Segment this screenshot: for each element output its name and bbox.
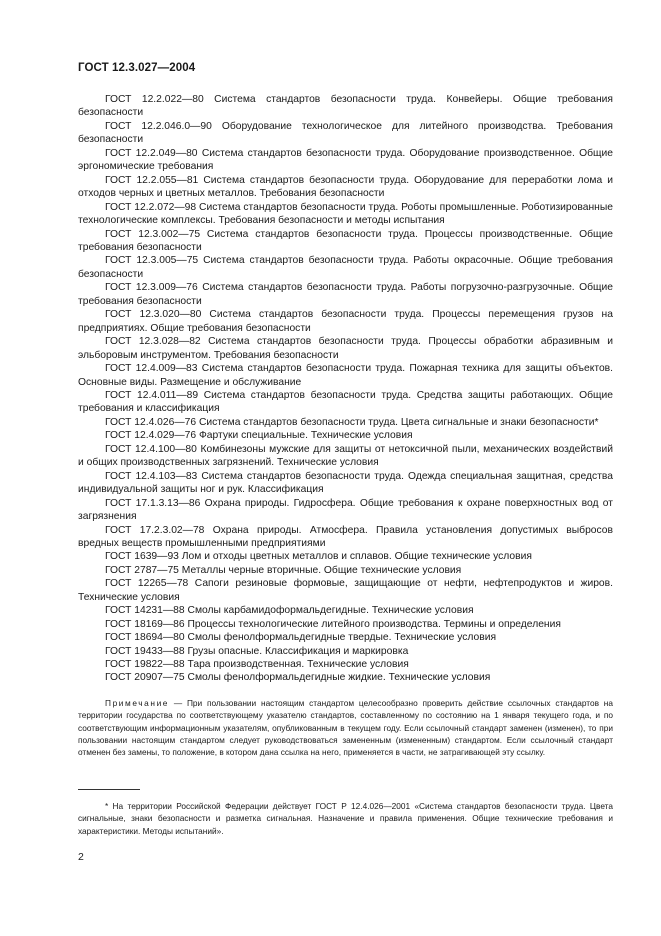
- note-text: — При пользовании настоящим стандартом целесообразно проверить действие ссылочных стандартов на территории государства по соответствующему указателю стандартов, составленному по состоянию на 1 января текущего года, и по соответствующим информационным указателям, опубликованным в текущем году. Если ссылочный стандарт заменен (изменен), то при пользовании настоящим стандартом следует руководствоваться замененным (измененным) стандартом. Если ссылочный стандарт отменен без замены, то положение, в котором дана ссылка на него, применяется в части, не затрагивающей эту ссылку.: [78, 698, 613, 758]
- reference-item: [78, 174, 613, 201]
- reference-code: ГОСТ 12.4.009—83: [105, 363, 198, 375]
- reference-item: [78, 416, 613, 429]
- reference-code: ГОСТ 12.3.002—75: [105, 228, 201, 240]
- reference-item: [78, 281, 613, 308]
- reference-item: [78, 228, 613, 255]
- reference-code: ГОСТ 12265—78: [105, 578, 189, 590]
- reference-code: ГОСТ 2787—75: [105, 564, 179, 576]
- reference-item: [78, 658, 613, 671]
- reference-item: [78, 497, 613, 524]
- reference-title: Комбинезоны мужские для защиты от нетоксичной пыли, механических воздействий и общих производственных загрязнений. Технические условия: [78, 443, 613, 469]
- reference-item: [78, 524, 613, 551]
- reference-code: ГОСТ 12.2.049—80: [105, 147, 198, 159]
- reference-item: [78, 335, 613, 362]
- reference-item: [78, 93, 613, 120]
- reference-title: Система стандартов безопасности труда. Конвейеры. Общие требования безопасности: [78, 94, 613, 119]
- footnote: [78, 800, 613, 837]
- reference-item: [78, 618, 613, 631]
- reference-code: ГОСТ 14231—88: [105, 605, 185, 617]
- reference-code: ГОСТ 1639—93: [105, 551, 179, 563]
- reference-title: Процессы технологические литейного производства. Термины и определения: [187, 618, 561, 630]
- reference-title: Охрана природы. Гидросфера. Общие требования к охране поверхностных вод от загрязнения: [78, 497, 613, 523]
- reference-code: ГОСТ 19822—88: [105, 659, 185, 671]
- reference-item: [78, 362, 613, 389]
- reference-item: [78, 443, 613, 470]
- reference-code: ГОСТ 12.3.028—82: [105, 336, 201, 348]
- reference-item: [78, 645, 613, 658]
- reference-item: [78, 671, 613, 684]
- reference-code: ГОСТ 12.4.029—76: [105, 430, 197, 442]
- reference-title: Система стандартов безопасности труда. Средства защиты работающих. Общие требования и классификация: [78, 389, 613, 415]
- reference-code: ГОСТ 18694—80: [105, 632, 185, 644]
- reference-item: [78, 577, 613, 604]
- reference-title: Смолы карбамидоформальдегидные. Технические условия: [187, 605, 474, 617]
- reference-code: ГОСТ 12.2.022—80: [105, 94, 204, 105]
- reference-title: Система стандартов безопасности труда. Процессы производственные. Общие требования безопасности: [78, 228, 613, 253]
- reference-item: [78, 120, 613, 147]
- reference-code: ГОСТ 20907—75: [105, 672, 185, 684]
- reference-code: ГОСТ 12.2.072—98: [105, 201, 197, 213]
- reference-code: ГОСТ 12.3.005—75: [105, 255, 199, 267]
- reference-title: Лом и отходы цветных металлов и сплавов. Общие технические условия: [181, 551, 532, 563]
- footnote-separator: [78, 789, 140, 790]
- reference-title: Система стандартов безопасности труда. Пожарная техника для защиты объектов. Основные виды. Размещение и обслуживание: [78, 363, 613, 388]
- reference-title: Смолы фенолформальдегидные твердые. Технические условия: [187, 632, 497, 644]
- document-header: ГОСТ 12.3.027—2004: [78, 62, 196, 74]
- note-block: [78, 697, 613, 758]
- reference-item: [78, 604, 613, 617]
- reference-item: [78, 147, 613, 174]
- reference-code: ГОСТ 18169—86: [105, 618, 185, 630]
- reference-title: Грузы опасные. Классификация и маркировка: [187, 645, 409, 657]
- reference-title: Система стандартов безопасности труда. Работы окрасочные. Общие требования безопасности: [78, 255, 613, 280]
- reference-title: Система стандартов безопасности труда. Цвета сигнальные и знаки безопасности*: [198, 416, 599, 428]
- reference-item: [78, 631, 613, 644]
- reference-item: [78, 201, 613, 228]
- reference-item: [78, 254, 613, 281]
- reference-title: Система стандартов безопасности труда. Процессы обработки абразивным и эльборовым инструментом. Требования безопасности: [78, 336, 613, 361]
- reference-title: Система стандартов безопасности труда. Роботы промышленные. Роботизированные технологические комплексы. Требования безопасности и методы испытания: [78, 201, 613, 227]
- reference-code: ГОСТ 12.4.011—89: [105, 389, 199, 401]
- normative-references-list: [78, 93, 613, 685]
- reference-title: Система стандартов безопасности труда. Оборудование производственное. Общие эргономические требования: [78, 147, 613, 173]
- reference-code: ГОСТ 12.2.046.0—90: [105, 120, 212, 132]
- reference-item: [78, 550, 613, 563]
- reference-title: Смолы фенолформальдегидные жидкие. Технические условия: [187, 672, 491, 684]
- reference-code: ГОСТ 17.2.3.02—78: [105, 524, 205, 536]
- reference-item: [78, 308, 613, 335]
- reference-title: Фартуки специальные. Технические условия: [198, 430, 413, 442]
- reference-code: ГОСТ 12.3.009—76: [105, 282, 198, 294]
- reference-code: ГОСТ 12.4.100—80: [105, 443, 197, 455]
- page-number: 2: [78, 851, 84, 863]
- reference-title: Оборудование технологическое для литейного производства. Требования безопасности: [78, 120, 613, 146]
- reference-item: [78, 564, 613, 577]
- reference-code: ГОСТ 12.4.026—76: [105, 416, 197, 428]
- reference-code: ГОСТ 19433—88: [105, 645, 185, 657]
- reference-title: Система стандартов безопасности труда. Оборудование для переработки лома и отходов черных и цветных металлов. Требования безопасности: [78, 174, 613, 200]
- reference-code: ГОСТ 17.1.3.13—86: [105, 497, 201, 509]
- reference-title: Металлы черные вторичные. Общие технические условия: [181, 564, 462, 576]
- reference-item: [78, 470, 613, 497]
- reference-title: Тара производственная. Технические условия: [187, 659, 409, 671]
- reference-item: [78, 389, 613, 416]
- reference-title: Система стандартов безопасности труда. Работы погрузочно-разгрузочные. Общие требования безопасности: [78, 282, 613, 307]
- reference-title: Система стандартов безопасности труда. Одежда специальная защитная, средства индивидуальной защиты ног и рук. Классификация: [78, 470, 613, 496]
- reference-code: ГОСТ 12.2.055—81: [105, 174, 199, 186]
- reference-code: ГОСТ 12.4.103—83: [105, 470, 198, 482]
- note-label: Примечание: [105, 698, 170, 708]
- reference-item: [78, 429, 613, 442]
- reference-title: Сапоги резиновые формовые, защищающие от нефти, нефтепродуктов и жиров. Технические условия: [78, 578, 613, 603]
- reference-title: Система стандартов безопасности труда. Процессы перемещения грузов на предприятиях. Общие требования безопасности: [78, 309, 613, 334]
- footnote-text: * На территории Российской Федерации действует ГОСТ Р 12.4.026—2001 «Система стандартов безопасности труда. Цвета сигнальные, знаки безопасности и разметка сигнальная. Назначение и правила применения. Общие технические требования и характеристики. Методы испытаний».: [78, 801, 613, 836]
- reference-title: Охрана природы. Атмосфера. Правила установления допустимых выбросов вредных веществ промышленными предприятиями: [78, 524, 613, 549]
- reference-code: ГОСТ 12.3.020—80: [105, 309, 202, 321]
